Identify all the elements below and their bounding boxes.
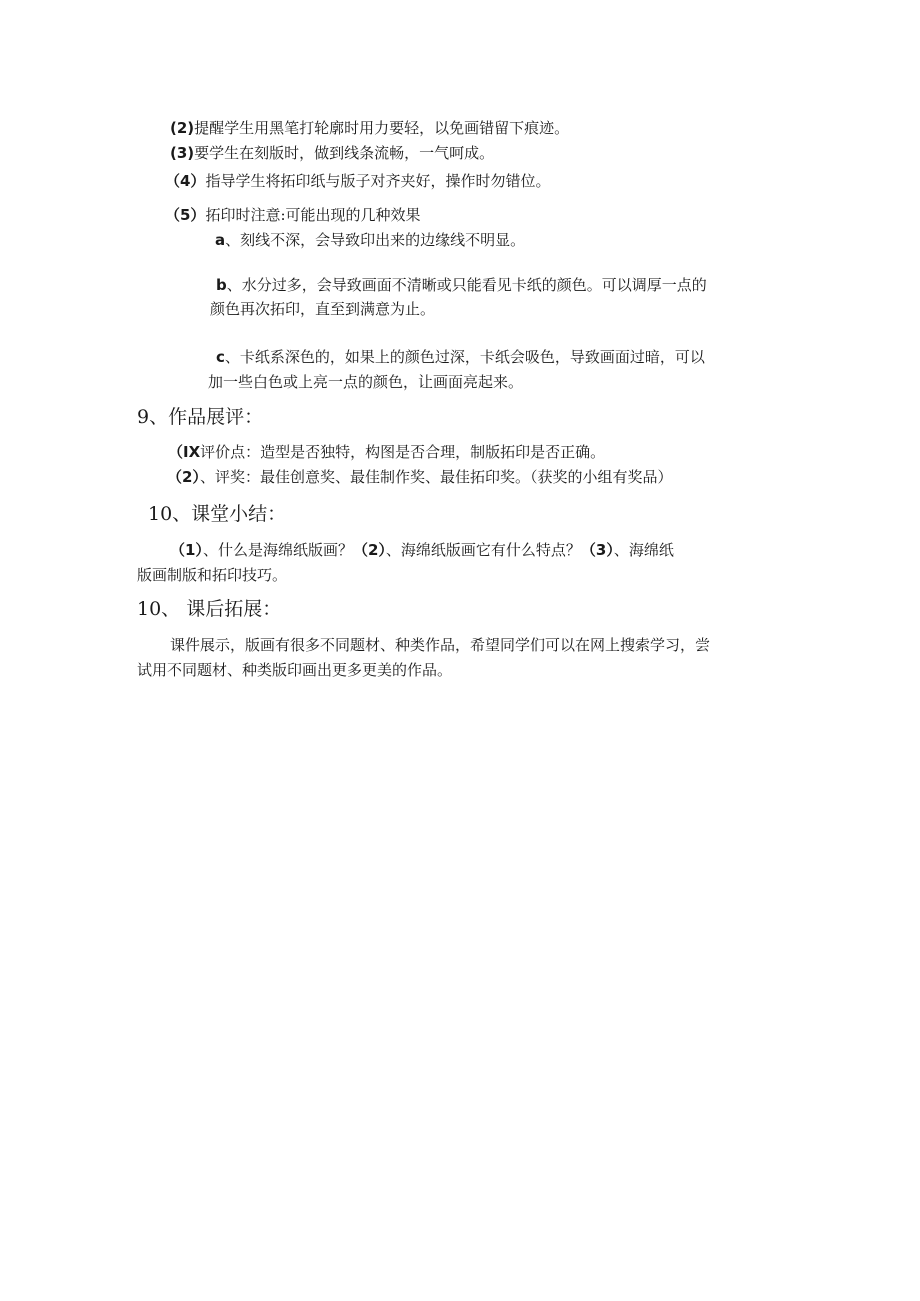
item-text: 、海绵纸版画它有什么特点？ <box>385 541 581 559</box>
section9-heading: 9、作品展评： <box>137 406 264 428</box>
item-text: 评价点：造型是否独特，构图是否合理，制版拓印是否正确。 <box>200 443 606 461</box>
item-text: 、什么是海绵纸版画？ <box>202 541 353 559</box>
effect-b-line1 <box>216 275 707 295</box>
section11-line1: 课件展示，版画有很多不同题材、种类作品，希望同学们可以在网上搜索学习，尝 <box>170 636 711 654</box>
effect-letter: c <box>216 348 225 366</box>
item-number: （2） <box>167 468 200 486</box>
section11-heading: 10、 课后拓展： <box>137 598 282 620</box>
item-text: 、海绵纸 <box>613 541 674 559</box>
effect-text: 、卡纸系深色的，如果上的颜色过深，卡纸会吸色，导致画面过暗，可以 <box>224 348 705 366</box>
item-number: （IX <box>168 443 201 461</box>
effect-letter: a <box>215 231 226 249</box>
item-number: （3） <box>580 541 614 559</box>
section10-line1 <box>170 540 674 560</box>
section10-heading: 10、课堂小结： <box>148 503 287 525</box>
item-number: （5） <box>165 206 206 224</box>
item-number: (2) <box>170 119 195 137</box>
effect-c-line2: 加一些白色或上亮一点的颜色，让画面亮起来。 <box>208 373 524 391</box>
step3-item5 <box>165 205 421 225</box>
step3-item2 <box>170 118 569 138</box>
effect-c-line1 <box>216 347 705 367</box>
effect-text: 、刻线不深，会导致印出来的边缘线不明显。 <box>225 231 526 249</box>
effect-letter: b <box>216 276 227 294</box>
effect-text: 、水分过多，会导致画面不清晰或只能看见卡纸的颜色。可以调厚一点的 <box>226 276 707 294</box>
item-text: 拓印时注意:可能出现的几种效果 <box>205 206 421 224</box>
effect-a <box>215 230 525 250</box>
section9-item2 <box>167 467 672 487</box>
section11-line2: 试用不同题材、种类版印画出更多更美的作品。 <box>137 661 453 679</box>
item-text: 指导学生将拓印纸与版子对齐夹好，操作时勿错位。 <box>205 172 551 190</box>
item-text: 提醒学生用黑笔打轮廓时用力要轻，以免画错留下痕迹。 <box>194 119 570 137</box>
item-text: 、评奖：最佳创意奖、最佳制作奖、最佳拓印奖。（获奖的小组有奖品） <box>199 468 673 486</box>
item-number: (3) <box>170 144 195 162</box>
item-number: （1） <box>170 541 203 559</box>
item-number: （2） <box>352 541 386 559</box>
effect-b-line2: 颜色再次拓印，直至到满意为止。 <box>210 300 436 318</box>
item-number: （4） <box>165 172 206 190</box>
section10-line2: 版画制版和拓印技巧。 <box>137 566 288 584</box>
step3-item3 <box>170 143 494 163</box>
step3-item4 <box>165 171 550 191</box>
section9-item1 <box>168 442 605 462</box>
item-text: 要学生在刻版时，做到线条流畅，一气呵成。 <box>194 144 495 162</box>
